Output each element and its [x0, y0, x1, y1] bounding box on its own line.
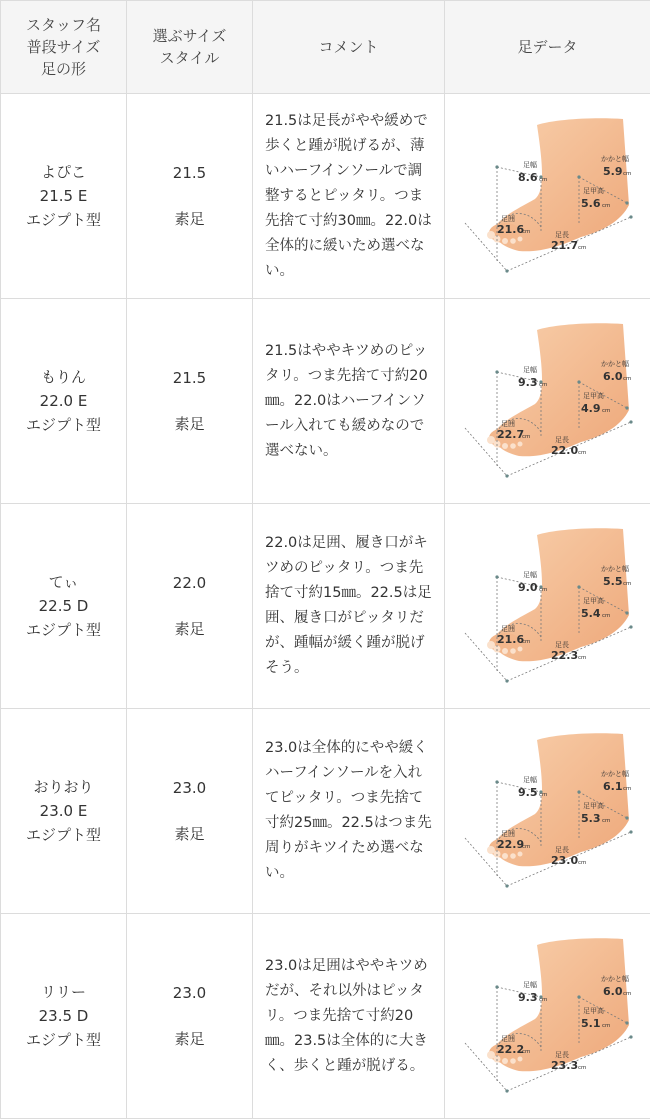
staff-cell — [1, 914, 127, 1119]
svg-text:cm: cm — [623, 376, 631, 382]
instep-label: 足甲高 — [583, 1006, 604, 1015]
table-row — [1, 914, 650, 1119]
svg-text:cm: cm — [578, 860, 586, 866]
instep-value: 5.3 — [581, 812, 601, 825]
width-label: 足幅 — [523, 980, 537, 989]
svg-text:cm: cm — [522, 1049, 530, 1055]
chosen-size: 22.0 — [127, 571, 252, 595]
svg-text:cm: cm — [539, 177, 547, 183]
header-comment: コメント — [253, 1, 445, 94]
chosen-style: 素足 — [174, 620, 204, 638]
staff-name: もりん — [1, 365, 126, 389]
width-label: 足幅 — [523, 775, 537, 784]
svg-text:cm: cm — [623, 581, 631, 587]
instep-value: 5.1 — [581, 1017, 601, 1030]
header-foot: 足データ — [445, 1, 650, 94]
svg-text:cm: cm — [522, 844, 530, 850]
usual-size: 22.0 E — [1, 389, 126, 413]
comment-cell: 21.5は足長がやや緩めで歩くと踵が脱げるが、薄いハーフインソールで調整するとピッタリ。つま先捨て寸約30㎜。22.0は全体的に緩いため選べない。 — [253, 94, 445, 299]
svg-text:cm: cm — [602, 613, 610, 619]
comment-cell: 23.0は全体的にやや緩くハーフインソールを入れてピッタリ。つま先捨て寸約25㎜。22.5はつま先周りがキツイため選べない。 — [253, 709, 445, 914]
chosen-size-cell — [127, 94, 253, 299]
foot-shape: エジプト型 — [1, 618, 126, 642]
table-header-row — [1, 1, 650, 94]
staff-name: よぴこ — [1, 160, 126, 184]
heel-width-value: 5.5 — [603, 575, 623, 588]
foot-diagram — [445, 300, 649, 502]
instep-label: 足甲高 — [583, 596, 604, 605]
chosen-size: 21.5 — [127, 366, 252, 390]
width-value: 8.6 — [518, 171, 538, 184]
foot-data-cell — [445, 504, 650, 709]
length-value: 22.0 — [551, 444, 578, 457]
width-value: 9.3 — [518, 376, 538, 389]
width-value: 9.0 — [518, 581, 538, 594]
length-value: 23.0 — [551, 854, 578, 867]
svg-text:cm: cm — [539, 587, 547, 593]
staff-name: リリー — [1, 980, 126, 1004]
instep-label: 足甲高 — [583, 391, 604, 400]
svg-text:cm: cm — [623, 786, 631, 792]
svg-text:cm: cm — [539, 997, 547, 1003]
chosen-size-cell — [127, 914, 253, 1119]
foot-diagram — [445, 95, 649, 297]
heel-width-value: 6.0 — [603, 370, 623, 383]
heel-width-value: 6.1 — [603, 780, 623, 793]
heel-width-label: かかと幅 — [601, 564, 629, 573]
comment-cell: 21.5はややキツめのピッタリ。つま先捨て寸約20㎜。22.0はハーフインソール入れても緩めなので選べない。 — [253, 299, 445, 504]
chosen-size: 23.0 — [127, 776, 252, 800]
table-row — [1, 504, 650, 709]
width-label: 足幅 — [523, 365, 537, 374]
foot-diagram — [445, 710, 649, 912]
comment-cell: 22.0は足囲、履き口がキツめのピッタリ。つま先捨て寸約15㎜。22.5は足囲、履き口がピッタリだが、踵幅が緩く踵が脱げそう。 — [253, 504, 445, 709]
svg-text:cm: cm — [623, 991, 631, 997]
svg-text:cm: cm — [623, 171, 631, 177]
chosen-size-cell — [127, 709, 253, 914]
instep-label: 足甲高 — [583, 186, 604, 195]
usual-size: 22.5 D — [1, 594, 126, 618]
length-value: 22.3 — [551, 649, 578, 662]
girth-value: 22.2 — [497, 1043, 524, 1056]
length-value: 23.3 — [551, 1059, 578, 1072]
comment-cell: 23.0は足囲はややキツめだが、それ以外はピッタリ。つま先捨て寸約20㎜。23.5は全体的に大きく、歩くと踵が脱げる。 — [253, 914, 445, 1119]
svg-text:cm: cm — [522, 434, 530, 440]
staff-name: おりおり — [1, 775, 126, 799]
width-label: 足幅 — [523, 570, 537, 579]
svg-text:cm: cm — [522, 639, 530, 645]
length-label: 足長 — [555, 435, 569, 444]
svg-text:cm: cm — [539, 792, 547, 798]
foot-data-cell — [445, 94, 650, 299]
svg-text:cm: cm — [578, 245, 586, 251]
heel-width-label: かかと幅 — [601, 154, 629, 163]
instep-value: 5.6 — [581, 197, 601, 210]
heel-width-value: 5.9 — [603, 165, 623, 178]
girth-label: 足囲 — [501, 214, 515, 223]
svg-text:cm: cm — [522, 229, 530, 235]
heel-width-label: かかと幅 — [601, 769, 629, 778]
foot-shape: エジプト型 — [1, 208, 126, 232]
length-label: 足長 — [555, 845, 569, 854]
chosen-size: 23.0 — [127, 981, 252, 1005]
heel-width-label: かかと幅 — [601, 974, 629, 983]
foot-data-cell — [445, 299, 650, 504]
foot-shape: エジプト型 — [1, 1028, 126, 1052]
chosen-size: 21.5 — [127, 161, 252, 185]
instep-label: 足甲高 — [583, 801, 604, 810]
girth-label: 足囲 — [501, 1034, 515, 1043]
foot-diagram — [445, 505, 649, 707]
length-label: 足長 — [555, 640, 569, 649]
length-label: 足長 — [555, 1050, 569, 1059]
chosen-style: 素足 — [174, 210, 204, 228]
heel-width-label: かかと幅 — [601, 359, 629, 368]
svg-text:cm: cm — [602, 1023, 610, 1029]
foot-data-cell — [445, 709, 650, 914]
foot-shape: エジプト型 — [1, 413, 126, 437]
svg-text:cm: cm — [578, 1065, 586, 1071]
svg-text:cm: cm — [602, 203, 610, 209]
header-size: 選ぶサイズ スタイル — [127, 1, 253, 94]
staff-cell — [1, 709, 127, 914]
svg-text:cm: cm — [602, 818, 610, 824]
svg-text:cm: cm — [578, 655, 586, 661]
length-value: 21.7 — [551, 239, 578, 252]
width-label: 足幅 — [523, 160, 537, 169]
chosen-style: 素足 — [174, 415, 204, 433]
table-row — [1, 94, 650, 299]
chosen-size-cell — [127, 504, 253, 709]
chosen-size-cell — [127, 299, 253, 504]
table-row — [1, 299, 650, 504]
usual-size: 23.0 E — [1, 799, 126, 823]
girth-value: 21.6 — [497, 223, 524, 236]
svg-text:cm: cm — [539, 382, 547, 388]
staff-name: てぃ — [1, 570, 126, 594]
chosen-style: 素足 — [174, 825, 204, 843]
foot-shape: エジプト型 — [1, 823, 126, 847]
width-value: 9.5 — [518, 786, 538, 799]
svg-text:cm: cm — [578, 450, 586, 456]
table-row — [1, 709, 650, 914]
usual-size: 23.5 D — [1, 1004, 126, 1028]
staff-cell — [1, 504, 127, 709]
girth-value: 22.9 — [497, 838, 524, 851]
instep-value: 5.4 — [581, 607, 601, 620]
instep-value: 4.9 — [581, 402, 601, 415]
staff-cell — [1, 94, 127, 299]
staff-cell — [1, 299, 127, 504]
girth-value: 22.7 — [497, 428, 524, 441]
usual-size: 21.5 E — [1, 184, 126, 208]
length-label: 足長 — [555, 230, 569, 239]
girth-label: 足囲 — [501, 419, 515, 428]
width-value: 9.3 — [518, 991, 538, 1004]
foot-data-cell — [445, 914, 650, 1119]
girth-label: 足囲 — [501, 829, 515, 838]
heel-width-value: 6.0 — [603, 985, 623, 998]
chosen-style: 素足 — [174, 1030, 204, 1048]
foot-diagram — [445, 915, 649, 1117]
svg-text:cm: cm — [602, 408, 610, 414]
header-staff: スタッフ名 普段サイズ 足の形 — [1, 1, 127, 94]
girth-value: 21.6 — [497, 633, 524, 646]
girth-label: 足囲 — [501, 624, 515, 633]
